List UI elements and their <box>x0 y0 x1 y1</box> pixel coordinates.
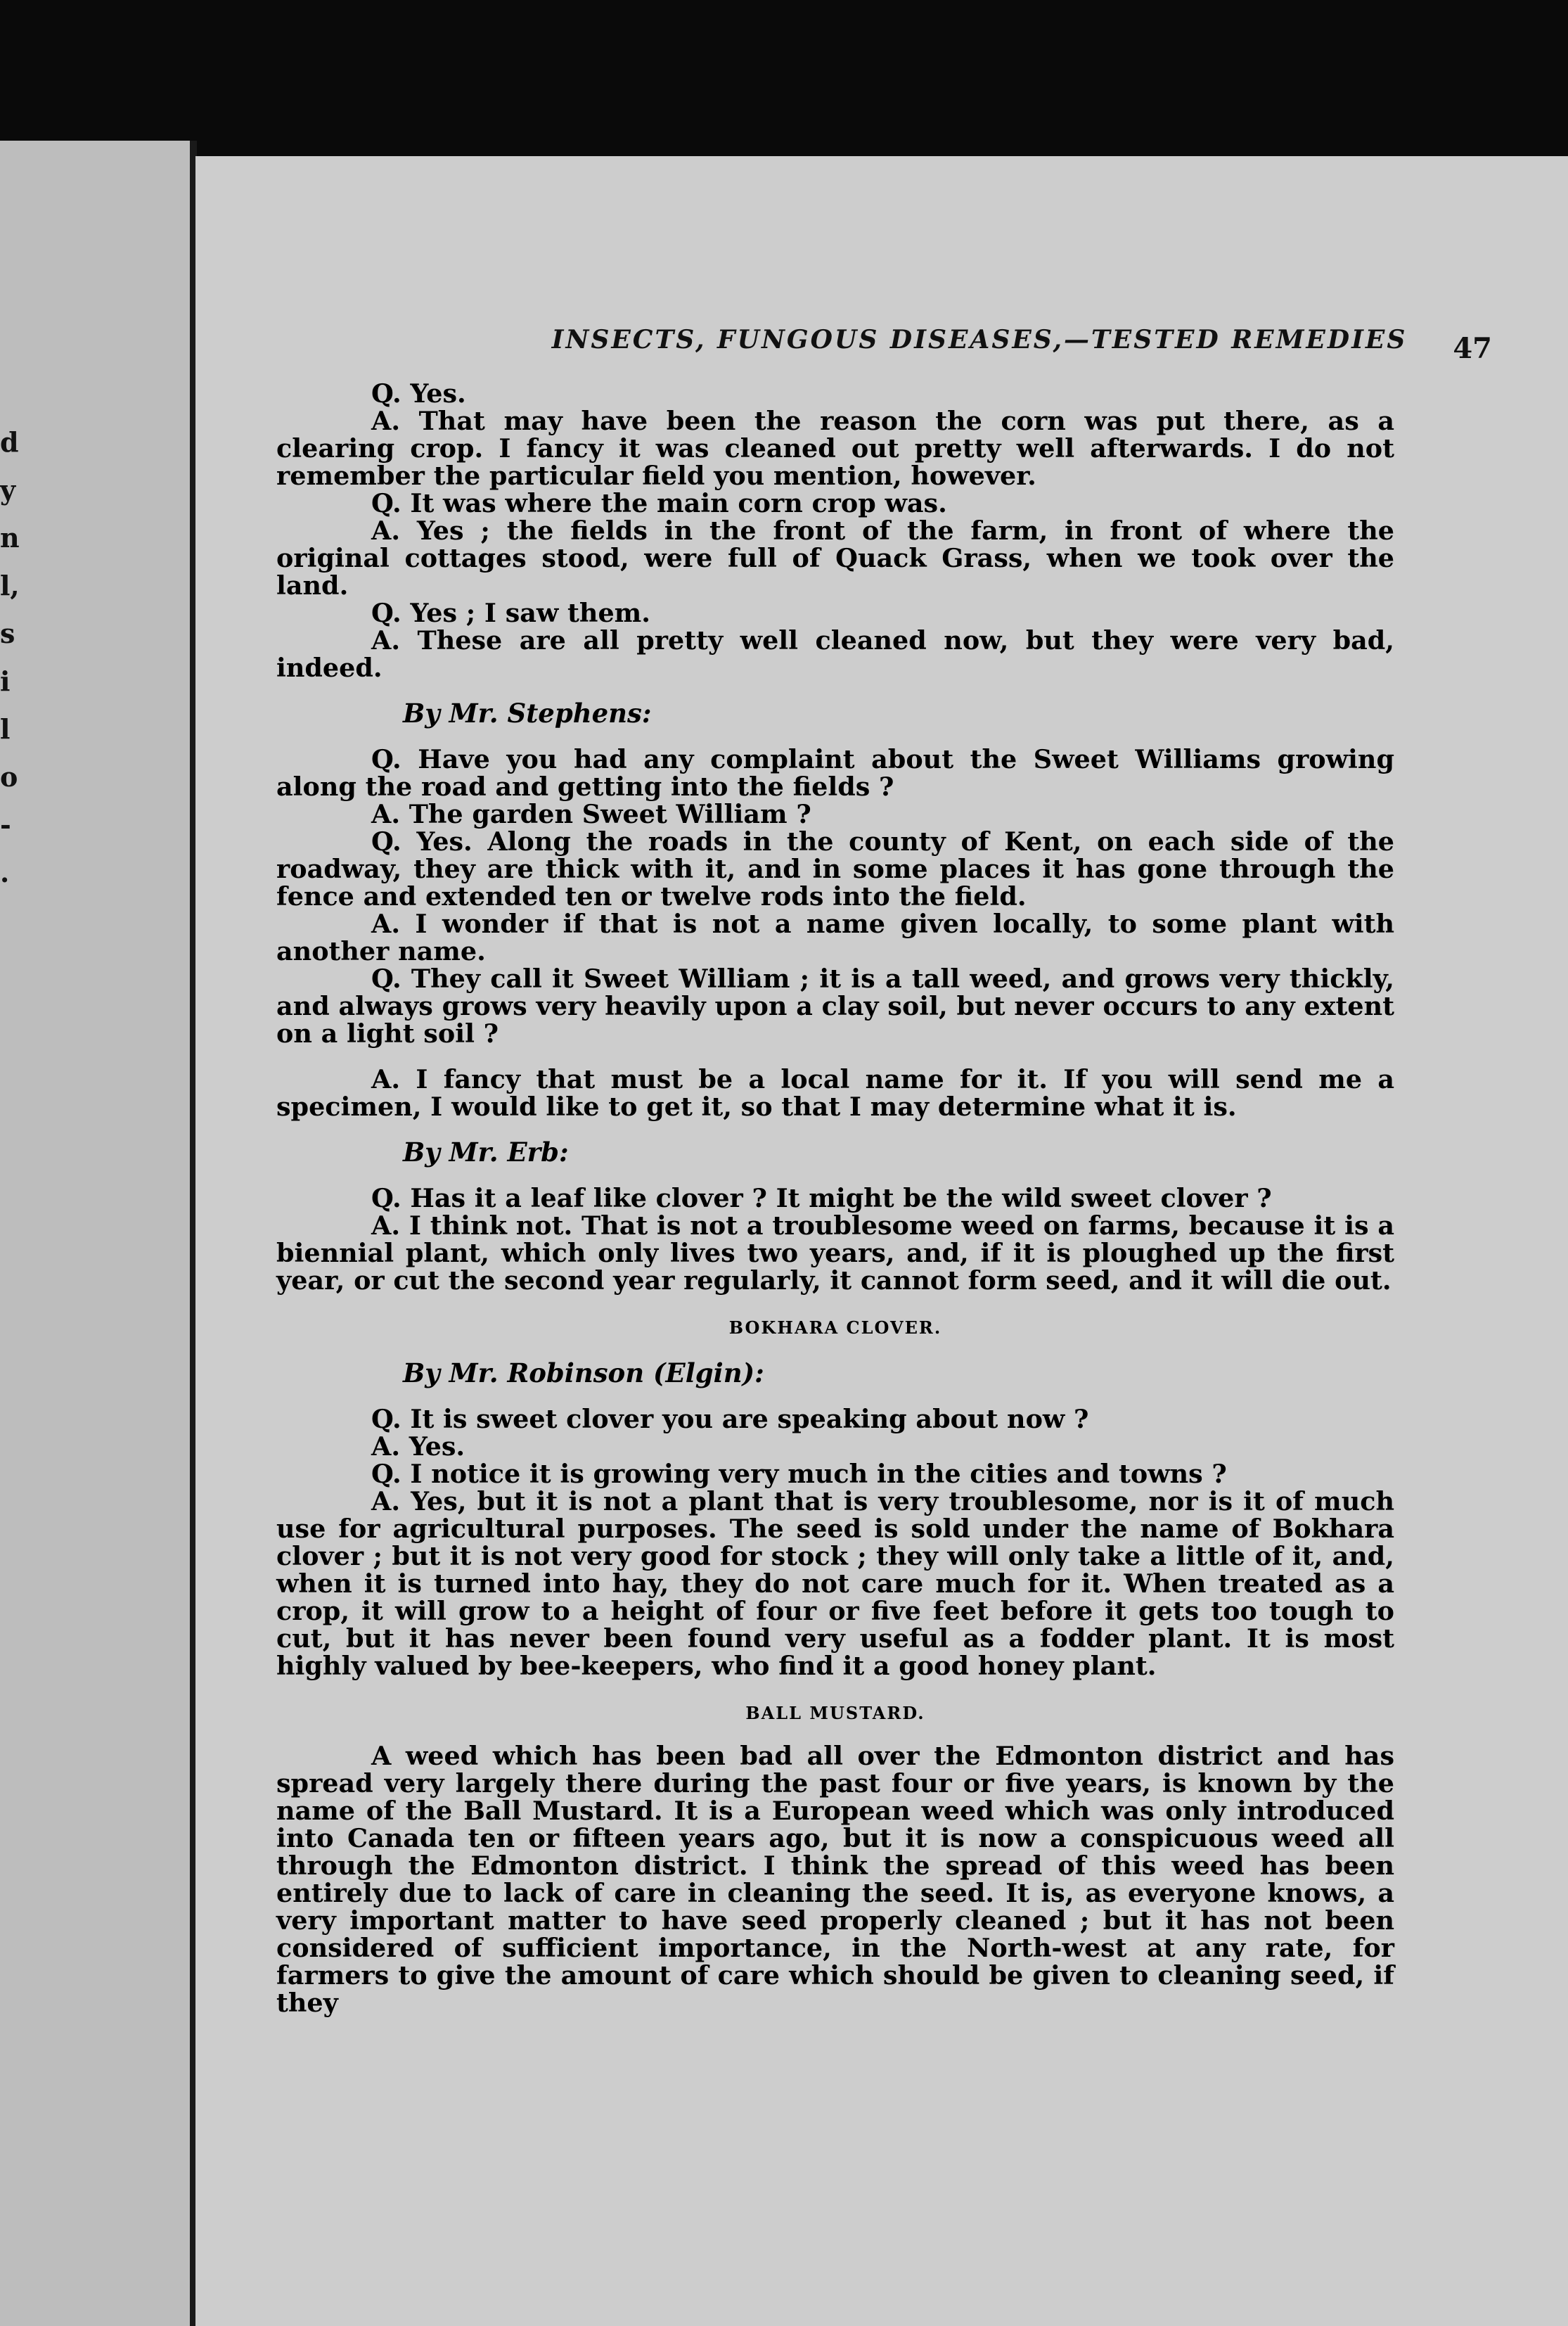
body-paragraph: A weed which has been bad all over the Edmonton district and has spread very largely there during the past four or five years, is known by the name of the Ball Mustard. It is a European weed which was only introduced into Canada ten or fifteen years ago, but it is now a conspicuous weed all through the Edmonton district. I think the spread of this weed has been entirely due to lack of care in cleaning the seed. It is, as everyone knows, a very important matter to have seed properly cleaned ; but it has not been considered of sufficient importance, in the North-west at any rate, for farmers to give the amount of care which should be given to cleaning seed, if they <box>276 1741 1394 2018</box>
qa-line: Q. It is sweet clover you are speaking about now ? <box>371 1404 1089 1434</box>
qa-line: A. Yes ; the fields in the front of the farm, in front of where the original cottages stood, were full of Quack Grass, when we took over the land. <box>276 516 1394 601</box>
qa-line: A. That may have been the reason the corn was put there, as a clearing crop. I fancy it was cleaned out pretty well afterwards. I do not remember the particular field you mention, however. <box>276 406 1394 491</box>
left-page-edge <box>0 141 190 2326</box>
qa-line: Q. Yes. Along the roads in the county of Kent, on each side of the roadway, they are thick with it, and in some places it has gone through the fence and extended ten or twelve rods into the field. <box>276 826 1394 912</box>
qa-line: A. Yes. <box>371 1431 465 1462</box>
qa-line: Q. Have you had any complaint about the Sweet Williams growing along the road and getting into the fields ? <box>276 744 1394 802</box>
running-head: INSECTS, FUNGOUS DISEASES,—TESTED REMEDIES <box>551 325 1408 354</box>
fragment-letter: i <box>0 665 11 697</box>
qa-line: A. The garden Sweet William ? <box>371 799 811 829</box>
fragment-letter: o <box>0 761 18 793</box>
qa-line: A. I fancy that must be a local name for it. If you will send me a specimen, I would like to get it, so that I may determine what it is. <box>276 1064 1394 1122</box>
left-page-fragment <box>0 418 42 897</box>
section-heading: BOKHARA CLOVER. <box>728 1317 942 1338</box>
fragment-letter: . <box>0 857 10 888</box>
qa-line: Q. They call it Sweet William ; it is a tall weed, and grows very thickly, and always grows very heavily upon a clay soil, but never occurs to any extent on a light soil ? <box>276 964 1394 1049</box>
spacer <box>276 1047 1394 1066</box>
fragment-letter: l, <box>0 570 20 601</box>
fragment-letter: y <box>0 474 16 506</box>
qa-line: Q. It was where the main corn crop was. <box>371 488 947 518</box>
qa-line: A. Yes, but it is not a plant that is very troublesome, nor is it of much use for agricultural purposes. The seed is sold under the name of Bokhara clover ; but it is not very good for stock ; they will only take a little of it, and, when it is turned into hay, they do not care much for it. When treated as a crop, it will grow to a height of four or five feet before it gets too tough to cut, but it has never been found very useful as a fodder plant. It is most highly valued by bee-keepers, who find it a good honey plant. <box>276 1486 1394 1681</box>
speaker-label: By Mr. Robinson (Elgin): <box>403 1357 764 1388</box>
fragment-letter: l <box>0 713 11 745</box>
qa-line: A. These are all pretty well cleaned now, but they were very bad, indeed. <box>276 625 1394 683</box>
qa-line: A. I think not. That is not a troublesome weed on farms, because it is a biennial plant, which only lives two years, and, if it is ploughed up the first year, or cut the second year regularly, it cannot form seed, and it will die out. <box>276 1210 1394 1296</box>
qa-line: Q. Yes ; I saw them. <box>371 598 650 628</box>
qa-line: Q. Yes. <box>371 378 466 409</box>
fragment-letter: s <box>0 618 15 649</box>
fragment-letter: d <box>0 426 19 458</box>
qa-line: A. I wonder if that is not a name given locally, to some plant with another name. <box>276 909 1394 966</box>
page-number: 47 <box>1453 332 1492 365</box>
speaker-label: By Mr. Stephens: <box>403 698 652 729</box>
page-content <box>276 380 1394 2017</box>
qa-line: Q. I notice it is growing very much in the cities and towns ? <box>371 1459 1227 1489</box>
qa-line: Q. Has it a leaf like clover ? It might be the wild sweet clover ? <box>371 1183 1272 1213</box>
section-heading: BALL MUSTARD. <box>745 1703 925 1723</box>
fragment-letter: - <box>0 809 11 841</box>
fragment-letter: n <box>0 522 20 554</box>
speaker-label: By Mr. Erb: <box>403 1137 569 1168</box>
